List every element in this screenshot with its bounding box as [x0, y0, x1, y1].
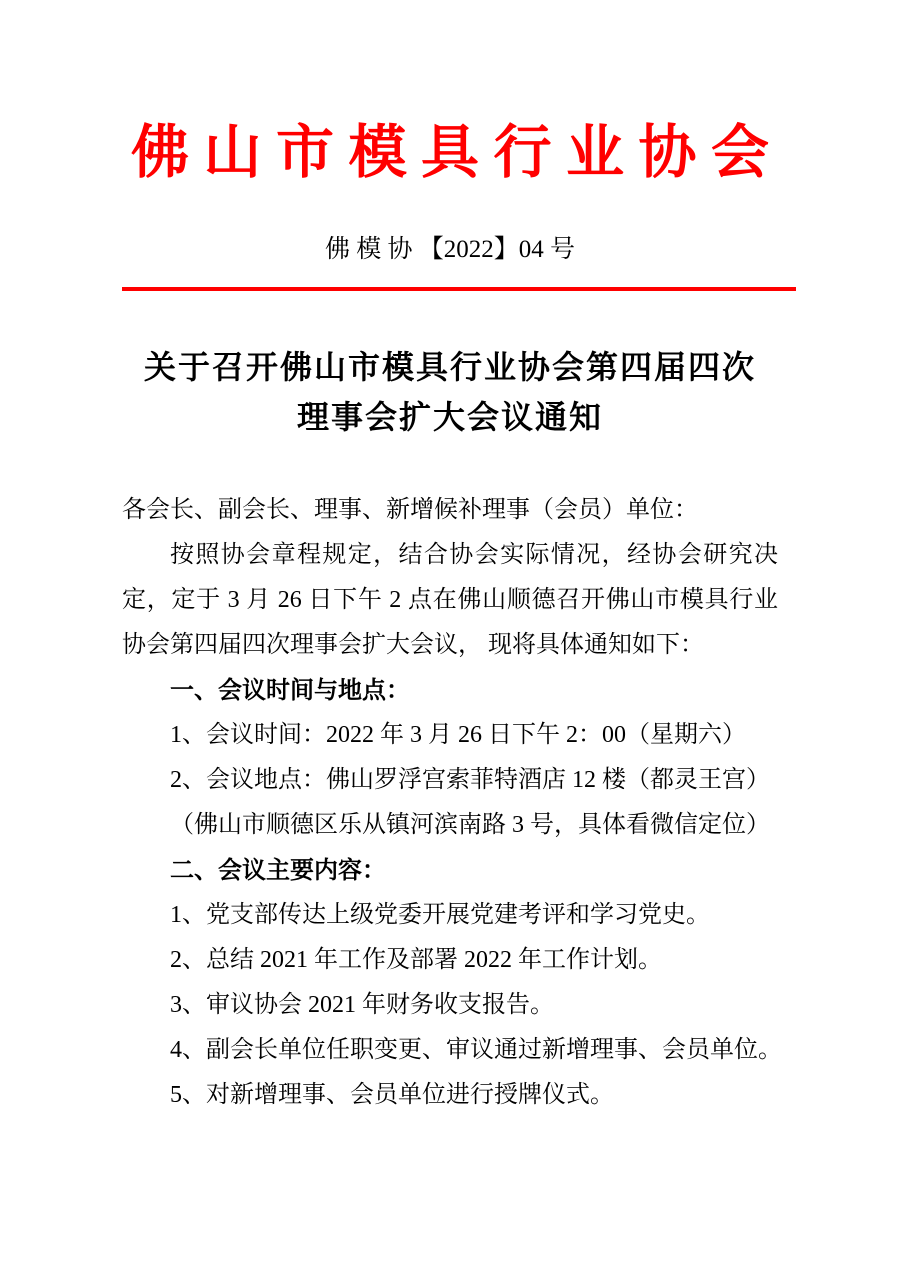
notice-title-line2: 理事会扩大会议通知	[296, 399, 603, 435]
section-2-item-5: 5、对新增理事、会员单位进行授牌仪式。	[170, 1082, 614, 1108]
section-2-item-4: 4、副会长单位任职变更、审议通过新增理事、会员单位。	[170, 1037, 782, 1063]
association-name-header: 佛 山 市 模 具 行 业 协 会	[130, 120, 769, 185]
section-2-item-2: 2、总结 2021 年工作及部署 2022 年工作计划。	[170, 947, 662, 973]
section-2-item-1: 1、党支部传达上级党委开展党建考评和学习党史。	[170, 902, 710, 928]
notice-body	[122, 488, 782, 1118]
section-1-item-2-address-note: （佛山市顺德区乐从镇河滨南路 3 号，具体看微信定位）	[170, 812, 770, 838]
salutation-line: 各会长、副会长、理事、新增候补理事（会员）单位：	[122, 497, 698, 523]
document-content-column	[122, 0, 782, 1118]
section-1-item-1: 1、会议时间：2022 年 3 月 26 日下午 2：00（星期六）	[170, 722, 746, 748]
intro-paragraph: 按照协会章程规定，结合协会实际情况，经协会研究决定，定于 3 月 26 日下午 2 点在佛山顺德召开佛山市模具行业协会第四届四次理事会扩大会议， 现将具体通知如下：	[122, 542, 778, 658]
section-1-heading: 一、会议时间与地点：	[170, 677, 410, 704]
section-2-item-3: 3、审议协会 2021 年财务收支报告。	[170, 992, 554, 1018]
section-2-heading: 二、会议主要内容：	[170, 857, 386, 884]
document-reference-number: 佛 模 协 【2022】04 号	[324, 236, 575, 263]
notice-title-line1: 关于召开佛山市模具行业协会第四届四次	[143, 349, 756, 385]
section-1-item-2: 2、会议地点：佛山罗浮宫索菲特酒店 12 楼（都灵王宫）	[170, 767, 770, 793]
red-divider-rule	[122, 287, 796, 291]
notice-title	[122, 342, 778, 442]
